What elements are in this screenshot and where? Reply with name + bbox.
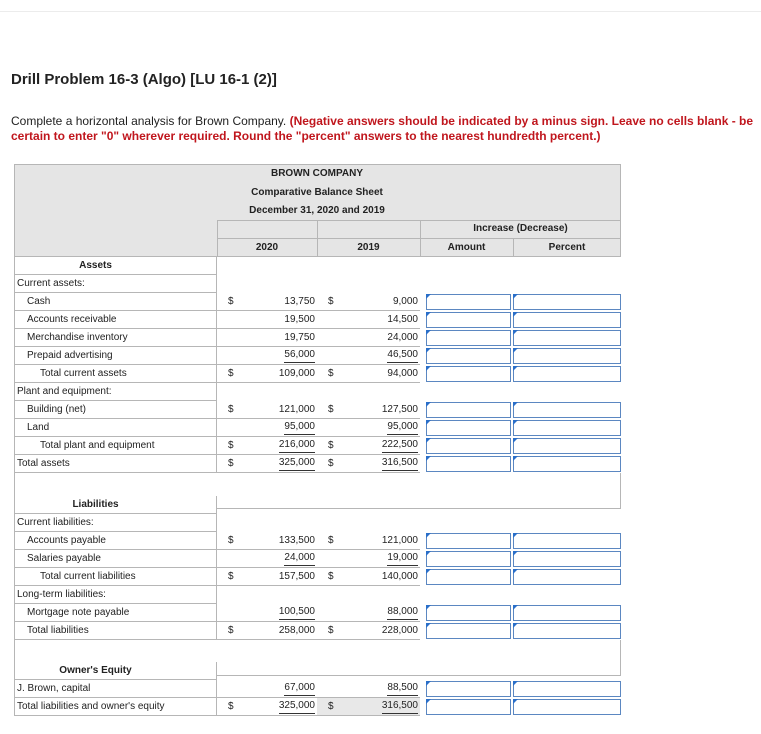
percent-input-total-plant-equipment[interactable]	[513, 438, 621, 454]
table-row	[14, 455, 621, 473]
value-2020: 157,500	[278, 571, 315, 582]
dollar-sign: $	[328, 404, 334, 415]
row-label: Total current assets	[14, 365, 217, 383]
assets-heading-row	[14, 257, 621, 275]
value-2019: 94,000	[387, 368, 418, 379]
value-2020: 133,500	[278, 535, 315, 546]
col-percent-header: Percent	[548, 242, 586, 253]
col-2019-header: 2019	[357, 242, 380, 253]
percent-input-total-current-assets[interactable]	[513, 366, 621, 382]
table-row	[14, 680, 621, 698]
table-row	[14, 550, 621, 568]
table-row	[14, 698, 621, 716]
value-2020: 325,000	[279, 698, 315, 714]
dollar-sign: $	[328, 368, 334, 379]
dollar-sign: $	[228, 440, 234, 451]
value-2020: 100,500	[279, 604, 315, 620]
balance-sheet-table	[14, 164, 621, 718]
instruction-warning: (Negative answers should be indicated by a minus sign. Leave no cells blank - be certain to enter "0" wherever required. Round the "percent" answers to the nearest hundredth percent.)	[11, 114, 754, 143]
col-2020-header: 2020	[255, 242, 279, 253]
percent-input-total-current-liabilities[interactable]	[513, 569, 621, 585]
statement-date: December 31, 2020 and 2019	[249, 205, 385, 216]
dollar-sign: $	[228, 535, 234, 546]
row-label: Building (net)	[14, 401, 217, 419]
percent-input-total-liabilities-equity[interactable]	[513, 699, 621, 715]
row-label: Total liabilities and owner's equity	[14, 698, 217, 716]
liabilities-heading: Liabilities	[14, 496, 217, 514]
value-2020: 19,750	[284, 332, 315, 343]
dollar-sign: $	[328, 625, 334, 636]
value-2019: 88,000	[387, 604, 418, 620]
value-2019: 14,500	[387, 314, 418, 325]
value-2019: 140,000	[381, 571, 418, 582]
percent-input-cash[interactable]	[513, 294, 621, 310]
percent-input-salaries-payable[interactable]	[513, 551, 621, 567]
value-2020: 13,750	[284, 296, 315, 307]
row-label: Total current liabilities	[14, 568, 217, 586]
amount-input-total-liabilities[interactable]	[426, 623, 511, 639]
value-2020: 109,000	[278, 368, 315, 379]
value-2020: 325,000	[279, 455, 315, 471]
table-row	[14, 311, 621, 329]
table-row	[14, 365, 621, 383]
company-name: BROWN COMPANY	[270, 168, 364, 179]
amount-input-total-liabilities-equity[interactable]	[426, 699, 511, 715]
amount-input-merchandise-inventory[interactable]	[426, 330, 511, 346]
table-row	[14, 622, 621, 640]
row-label: J. Brown, capital	[14, 680, 217, 698]
percent-input-building[interactable]	[513, 402, 621, 418]
value-2019: 316,500	[382, 698, 418, 714]
table-row	[14, 329, 621, 347]
increase-decrease-header: Increase (Decrease)	[473, 223, 568, 234]
value-2020: 19,500	[284, 314, 315, 325]
table-row	[14, 275, 621, 293]
percent-input-land[interactable]	[513, 420, 621, 436]
value-2020: 258,000	[278, 625, 315, 636]
assets-heading: Assets	[14, 257, 217, 275]
value-2020: 67,000	[284, 680, 315, 696]
table-row	[14, 437, 621, 455]
dollar-sign: $	[328, 571, 334, 582]
percent-input-accounts-payable[interactable]	[513, 533, 621, 549]
dollar-sign: $	[228, 571, 234, 582]
percent-input-total-liabilities[interactable]	[513, 623, 621, 639]
table-row	[14, 401, 621, 419]
table-row	[14, 532, 621, 550]
amount-input-capital[interactable]	[426, 681, 511, 697]
current-assets-label: Current assets:	[14, 275, 217, 293]
amount-input-salaries-payable[interactable]	[426, 551, 511, 567]
amount-input-total-current-assets[interactable]	[426, 366, 511, 382]
dollar-sign: $	[328, 458, 334, 469]
value-2019: 228,000	[381, 625, 418, 636]
instructions	[11, 114, 756, 144]
page-title: Drill Problem 16-3 (Algo) [LU 16-1 (2)]	[11, 71, 277, 88]
dollar-sign: $	[328, 440, 334, 451]
current-liabilities-label: Current liabilities:	[14, 514, 217, 532]
value-2019: 88,500	[387, 680, 418, 696]
dollar-sign: $	[328, 296, 334, 307]
percent-input-total-assets[interactable]	[513, 456, 621, 472]
row-label: Accounts payable	[14, 532, 217, 550]
table-row	[14, 514, 621, 532]
amount-input-total-current-liabilities[interactable]	[426, 569, 511, 585]
value-2020: 121,000	[278, 404, 315, 415]
value-2019: 46,500	[387, 347, 418, 363]
value-2019: 24,000	[387, 332, 418, 343]
instruction-text: Complete a horizontal analysis for Brown Company.	[11, 114, 287, 128]
row-label: Merchandise inventory	[14, 329, 217, 347]
dollar-sign: $	[228, 404, 234, 415]
value-2019: 316,500	[382, 455, 418, 471]
dollar-sign: $	[328, 535, 334, 546]
percent-input-capital[interactable]	[513, 681, 621, 697]
row-label: Prepaid advertising	[14, 347, 217, 365]
dollar-sign: $	[228, 296, 234, 307]
value-2019: 222,500	[382, 437, 418, 453]
table-row	[14, 347, 621, 365]
dollar-sign: $	[228, 625, 234, 636]
table-row	[14, 586, 621, 604]
value-2019: 127,500	[381, 404, 418, 415]
row-label: Total liabilities	[14, 622, 217, 640]
dollar-sign: $	[228, 368, 234, 379]
row-label: Accounts receivable	[14, 311, 217, 329]
value-2019: 95,000	[387, 419, 418, 435]
amount-input-total-plant-equipment[interactable]	[426, 438, 511, 454]
amount-input-prepaid-advertising[interactable]	[426, 348, 511, 364]
dollar-sign: $	[228, 701, 234, 712]
dollar-sign: $	[228, 458, 234, 469]
equity-heading: Owner's Equity	[14, 662, 217, 680]
table-row	[14, 293, 621, 311]
table-row	[14, 604, 621, 622]
amount-input-building[interactable]	[426, 402, 511, 418]
dollar-sign: $	[328, 701, 334, 712]
equity-heading-row	[14, 662, 621, 680]
row-label: Land	[14, 419, 217, 437]
value-2019: 121,000	[381, 535, 418, 546]
value-2020: 216,000	[279, 437, 315, 453]
liabilities-heading-row	[14, 496, 621, 514]
percent-input-prepaid-advertising[interactable]	[513, 348, 621, 364]
top-divider	[0, 11, 761, 12]
row-label: Mortgage note payable	[14, 604, 217, 622]
statement-name: Comparative Balance Sheet	[251, 187, 383, 198]
value-2020: 24,000	[284, 550, 315, 566]
percent-input-accounts-receivable[interactable]	[513, 312, 621, 328]
amount-input-cash[interactable]	[426, 294, 511, 310]
value-2020: 56,000	[284, 347, 315, 363]
table-row	[14, 568, 621, 586]
row-label: Total plant and equipment	[14, 437, 217, 455]
amount-input-total-assets[interactable]	[426, 456, 511, 472]
plant-equipment-label: Plant and equipment:	[14, 383, 217, 401]
value-2019: 9,000	[392, 296, 418, 307]
value-2020: 95,000	[284, 419, 315, 435]
row-label: Salaries payable	[14, 550, 217, 568]
table-row	[14, 383, 621, 401]
amount-input-accounts-payable[interactable]	[426, 533, 511, 549]
table-row	[14, 419, 621, 437]
col-amount-header: Amount	[447, 242, 486, 253]
amount-input-mortgage-note[interactable]	[426, 605, 511, 621]
amount-input-accounts-receivable[interactable]	[426, 312, 511, 328]
percent-input-mortgage-note[interactable]	[513, 605, 621, 621]
amount-input-land[interactable]	[426, 420, 511, 436]
row-label: Total assets	[14, 455, 217, 473]
value-2019: 19,000	[387, 550, 418, 566]
percent-input-merchandise-inventory[interactable]	[513, 330, 621, 346]
row-label: Cash	[14, 293, 217, 311]
long-term-liabilities-label: Long-term liabilities:	[14, 586, 217, 604]
